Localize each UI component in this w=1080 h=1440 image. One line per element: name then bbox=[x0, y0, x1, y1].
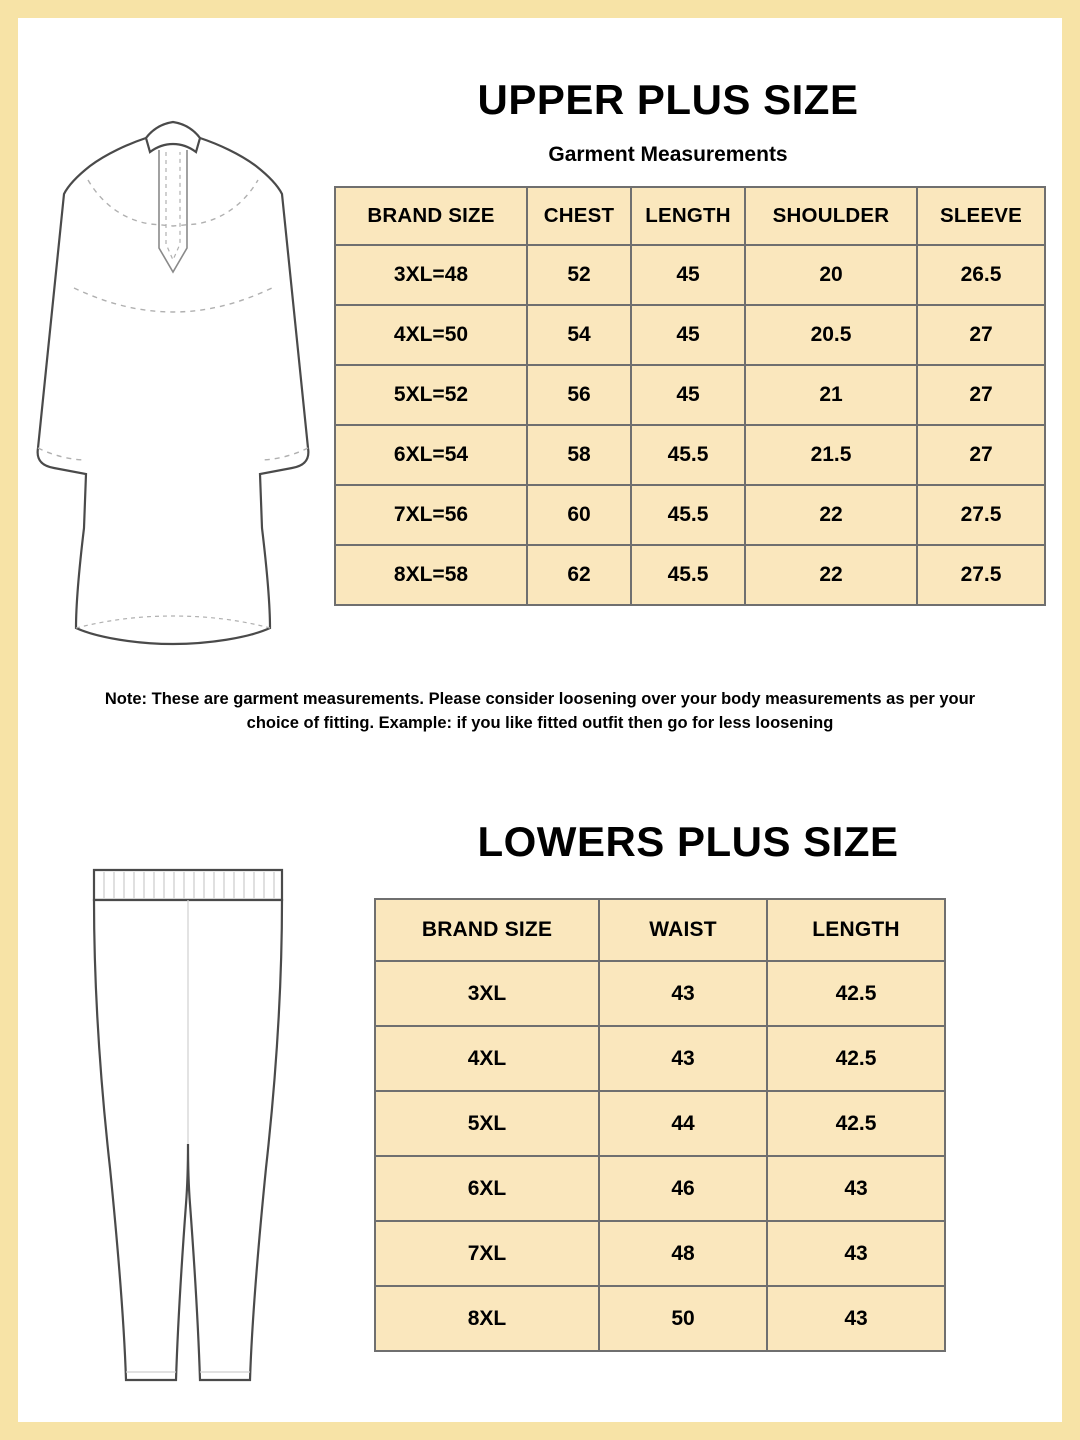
cell-shoulder: 21.5 bbox=[745, 425, 917, 485]
cell-sleeve: 27.5 bbox=[917, 485, 1045, 545]
cell-length: 45.5 bbox=[631, 485, 745, 545]
cell-sleeve: 27 bbox=[917, 365, 1045, 425]
cell-chest: 52 bbox=[527, 245, 631, 305]
cell-brand-size: 5XL bbox=[375, 1091, 599, 1156]
cell-shoulder: 22 bbox=[745, 485, 917, 545]
cell-length: 43 bbox=[767, 1221, 945, 1286]
table-row bbox=[375, 1156, 945, 1221]
upper-section-title: UPPER PLUS SIZE bbox=[477, 76, 859, 123]
cell-brand-size: 8XL bbox=[375, 1286, 599, 1351]
cell-length: 43 bbox=[767, 1286, 945, 1351]
cell-sleeve: 26.5 bbox=[917, 245, 1045, 305]
cell-chest: 62 bbox=[527, 545, 631, 605]
cell-brand-size: 4XL bbox=[375, 1026, 599, 1091]
kurta-illustration bbox=[28, 108, 318, 658]
lower-size-table bbox=[374, 898, 946, 1352]
cell-length: 42.5 bbox=[767, 1091, 945, 1156]
cell-brand-size: 6XL=54 bbox=[335, 425, 527, 485]
column-header-shoulder: SHOULDER bbox=[745, 187, 917, 245]
cell-sleeve: 27 bbox=[917, 305, 1045, 365]
table-row bbox=[375, 961, 945, 1026]
cell-chest: 58 bbox=[527, 425, 631, 485]
table-row bbox=[335, 545, 1045, 605]
size-chart-page bbox=[18, 18, 1062, 1422]
pyjama-illustration bbox=[48, 848, 328, 1408]
cell-waist: 48 bbox=[599, 1221, 767, 1286]
cell-length: 45.5 bbox=[631, 425, 745, 485]
column-header-brand-size: BRAND SIZE bbox=[375, 899, 599, 961]
upper-size-table bbox=[334, 186, 1046, 606]
cell-length: 45 bbox=[631, 245, 745, 305]
cell-waist: 43 bbox=[599, 1026, 767, 1091]
cell-brand-size: 7XL=56 bbox=[335, 485, 527, 545]
cell-waist: 50 bbox=[599, 1286, 767, 1351]
table-row bbox=[375, 1091, 945, 1156]
cell-length: 43 bbox=[767, 1156, 945, 1221]
column-header-length: LENGTH bbox=[767, 899, 945, 961]
table-header-row bbox=[375, 899, 945, 961]
cell-waist: 43 bbox=[599, 961, 767, 1026]
cell-chest: 60 bbox=[527, 485, 631, 545]
cell-length: 42.5 bbox=[767, 961, 945, 1026]
table-row bbox=[375, 1221, 945, 1286]
cell-sleeve: 27 bbox=[917, 425, 1045, 485]
table-row bbox=[335, 245, 1045, 305]
cell-length: 45.5 bbox=[631, 545, 745, 605]
table-row bbox=[335, 425, 1045, 485]
cell-brand-size: 4XL=50 bbox=[335, 305, 527, 365]
column-header-sleeve: SLEEVE bbox=[917, 187, 1045, 245]
cell-brand-size: 8XL=58 bbox=[335, 545, 527, 605]
cell-brand-size: 7XL bbox=[375, 1221, 599, 1286]
cell-chest: 54 bbox=[527, 305, 631, 365]
table-row bbox=[335, 485, 1045, 545]
upper-plus-size-section bbox=[18, 18, 1062, 758]
cell-sleeve: 27.5 bbox=[917, 545, 1045, 605]
cell-shoulder: 21 bbox=[745, 365, 917, 425]
upper-section-subtitle: Garment Measurements bbox=[548, 143, 788, 166]
column-header-length: LENGTH bbox=[631, 187, 745, 245]
cell-brand-size: 3XL bbox=[375, 961, 599, 1026]
column-header-brand-size: BRAND SIZE bbox=[335, 187, 527, 245]
cell-length: 45 bbox=[631, 305, 745, 365]
cell-shoulder: 20.5 bbox=[745, 305, 917, 365]
cell-brand-size: 6XL bbox=[375, 1156, 599, 1221]
cell-chest: 56 bbox=[527, 365, 631, 425]
table-row bbox=[375, 1286, 945, 1351]
table-row bbox=[335, 365, 1045, 425]
column-header-waist: WAIST bbox=[599, 899, 767, 961]
cell-waist: 46 bbox=[599, 1156, 767, 1221]
lower-section-title: LOWERS PLUS SIZE bbox=[477, 818, 899, 865]
cell-shoulder: 22 bbox=[745, 545, 917, 605]
cell-length: 45 bbox=[631, 365, 745, 425]
cell-brand-size: 3XL=48 bbox=[335, 245, 527, 305]
cell-waist: 44 bbox=[599, 1091, 767, 1156]
cell-shoulder: 20 bbox=[745, 245, 917, 305]
measurement-note: Note: These are garment measurements. Please consider loosening over your body measurements as per your choice of fitting. Example: if you like fitted outfit then go for less loosening bbox=[104, 690, 976, 732]
cell-brand-size: 5XL=52 bbox=[335, 365, 527, 425]
table-row bbox=[375, 1026, 945, 1091]
table-header-row bbox=[335, 187, 1045, 245]
table-row bbox=[335, 305, 1045, 365]
cell-length: 42.5 bbox=[767, 1026, 945, 1091]
column-header-chest: CHEST bbox=[527, 187, 631, 245]
